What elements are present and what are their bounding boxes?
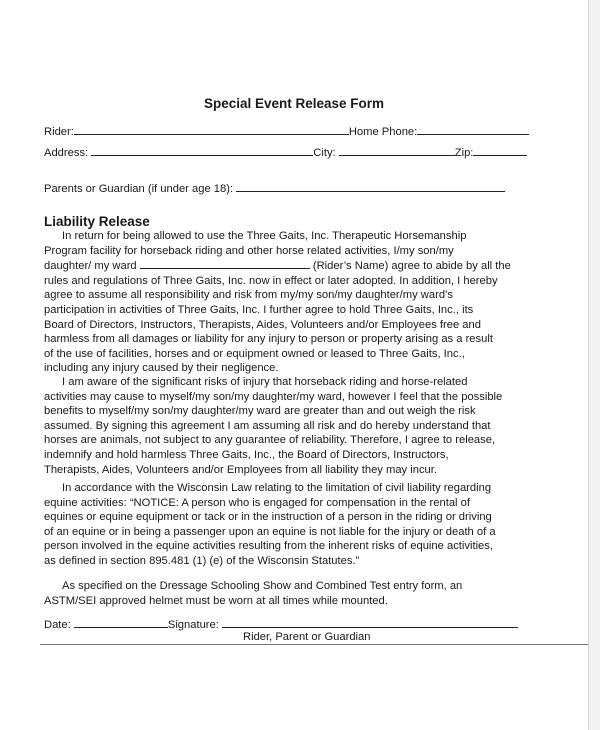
- home-phone-label: Home Phone:: [348, 126, 418, 138]
- address-row: [44, 145, 527, 160]
- riders-name-field[interactable]: [140, 258, 310, 269]
- rider-label: Rider:: [44, 126, 74, 138]
- parents-label: Parents or Guardian (if under age 18):: [44, 183, 234, 195]
- signature-caption: Rider, Parent or Guardian: [243, 631, 371, 643]
- rider-name-field[interactable]: [74, 124, 349, 135]
- parents-row: [44, 181, 505, 196]
- form-title: Special Event Release Form: [203, 96, 385, 111]
- date-label: Date:: [44, 619, 71, 631]
- home-phone-field[interactable]: [417, 124, 529, 135]
- bottom-divider: [40, 644, 588, 645]
- parents-field[interactable]: [236, 181, 505, 192]
- city-field[interactable]: [339, 145, 455, 156]
- liability-heading: Liability Release: [44, 214, 150, 229]
- city-label: City:: [313, 147, 336, 159]
- paragraph-4: As specified on the Dressage Schooling Show and Combined Test entry form, an ASTM/SEI approved helmet must be worn at all times while mounted.: [44, 580, 463, 607]
- paragraph-2: I am aware of the significant risks of injury that horseback riding and horse-related activities may cause to myself/my son/my daughter/my ward, however I feel that the possible benefits to myself/my son/my daughter/my ward are greater than and out weigh the risk assumed. By signing this agreement I am assuming all risk and do hereby understand that horses are animals, not subject to any guarantee of reliability. Therefore, I agree to release, indemnify and hold harmless Three Gaits, Inc., the Board of Directors, Instructors, Therapists, Aides, Volunteers and/or Employees from all liability they may incur.: [44, 376, 503, 476]
- address-field[interactable]: [91, 145, 313, 156]
- paragraph-3: In accordance with the Wisconsin Law relating to the limitation of civil liability regarding equine activities: “NOTICE: A person who is engaged for compensation in the rental of equines or equine equipment or tack or in the instruction of a person in the riding or driving of an equine or in being a passenger upon an equine is not liable for the injury or death of a person involved in the equine activities resulting from the inherent risks of equine activities, as defined in section 895.481 (1) (e) of the Wisconsin Statutes.”: [44, 482, 496, 567]
- paragraph-1: In return for being allowed to use the Three Gaits, Inc. Therapeutic Horsemanship Program facility for horseback riding and other horse related activities, I/my son/my daughter/ my ward (Rider’s Name) agree to abide by all the rules and regulations of Three Gaits, Inc. now in effect or later adopted. In addition, I hereby agree to assume all responsibility and risk from my/my son/my daughter/my ward’s participation in activities of Three Gaits, Inc. I further agree to hold Three Gaits, Inc., its Board of Directors, Instructors, Therapists, Aides, Volunteers and/or Employees free and harmless from all damages or liability for any injury to person or property arising as a result of the use of facilities, horses and or equipment owned or leased to Three Gaits, Inc., including any injury caused by their negligence.: [44, 230, 511, 375]
- date-field[interactable]: [74, 617, 168, 628]
- signature-field[interactable]: [222, 617, 518, 628]
- zip-label: Zip:: [454, 147, 474, 159]
- rider-row: [44, 124, 529, 139]
- zip-field[interactable]: [473, 145, 527, 156]
- signature-label: Signature:: [167, 619, 219, 631]
- address-label: Address:: [44, 147, 89, 159]
- signature-row: [44, 617, 518, 632]
